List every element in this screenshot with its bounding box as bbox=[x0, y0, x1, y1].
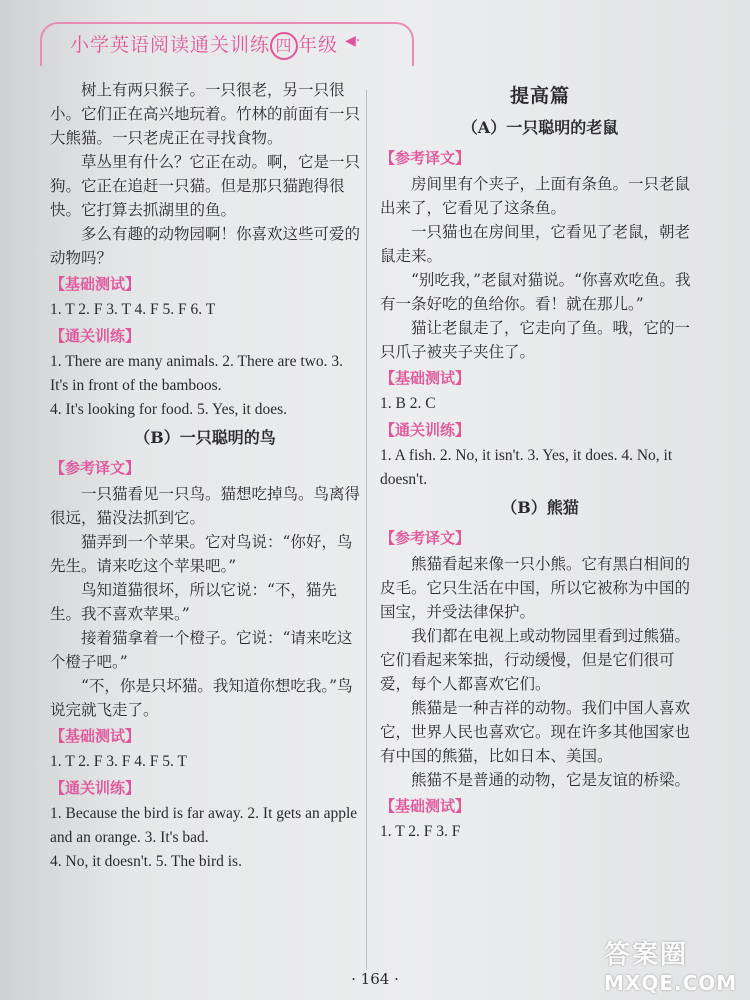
pass-training-answer: 1. There are many animals. 2. There are two. 3. It's in front of the bamboos. bbox=[50, 353, 343, 394]
pass-training-answer: 4. It's looking for food. 5. Yes, it does. bbox=[50, 401, 288, 418]
column-divider bbox=[366, 90, 367, 970]
translation-paragraph: 我们都在电视上或动物园里看到过熊猫。它们看起来笨拙，行动缓慢，但是它们很可爱，每个人都喜欢它们。 bbox=[380, 627, 691, 693]
section-b-title: （B）一只聪明的鸟 bbox=[134, 428, 276, 447]
section-a-title: （A）一只聪明的老鼠 bbox=[461, 118, 619, 137]
translation-paragraph: 熊猫看起来像一只小熊。它有黑白相间的皮毛。它只生活在中国，所以它被称为中国的国宝，并受法律保护。 bbox=[380, 555, 691, 621]
story-paragraph: 多么有趣的动物园啊！你喜欢这些可爱的动物吗？ bbox=[50, 225, 361, 267]
basic-test-answers: 1. T 2. F 3. F 4. F 5. T bbox=[50, 753, 187, 770]
basic-test-answers: 1. T 2. F 3. F bbox=[380, 823, 461, 840]
translation-paragraph: 鸟知道猫很坏，所以它说：“不，猫先生。我不喜欢苹果。” bbox=[50, 581, 337, 623]
translation-paragraph: 猫弄到一个苹果。它对鸟说：“你好，鸟先生。请来吃这个苹果吧。” bbox=[50, 533, 353, 575]
translation-paragraph: 一只猫看见一只鸟。猫想吃掉鸟。鸟离得很远，猫没法抓到它。 bbox=[50, 485, 361, 527]
watermark-logo bbox=[604, 934, 737, 995]
basic-test-tag: 【基础测试】 bbox=[50, 727, 141, 745]
pass-training-answer: 1. Because the bird is far away. 2. It gets an apple and an orange. 3. It's bad. bbox=[50, 805, 358, 846]
arrow-left-icon: ◀· bbox=[345, 33, 361, 49]
section-b-title: （B）熊猫 bbox=[501, 498, 579, 517]
translation-paragraph: “不，你是只坏猫。我知道你想吃我。”鸟说完就飞走了。 bbox=[50, 677, 353, 719]
translation-paragraph: 猫让老鼠走了，它走向了鱼。哦，它的一只爪子被夹子夹住了。 bbox=[380, 319, 691, 361]
pass-training-tag: 【通关训练】 bbox=[50, 779, 141, 797]
reference-translation-tag: 【参考译文】 bbox=[380, 149, 471, 167]
left-column bbox=[50, 78, 360, 874]
header-title-suffix: 年级 bbox=[298, 34, 339, 56]
grade-badge: 四 bbox=[270, 32, 298, 60]
basic-test-tag: 【基础测试】 bbox=[380, 797, 471, 815]
translation-paragraph: “别吃我，”老鼠对猫说。“你喜欢吃鱼。我有一条好吃的鱼给你。看！就在那儿。” bbox=[380, 271, 691, 313]
right-column bbox=[380, 78, 700, 844]
translation-paragraph: 熊猫不是普通的动物，它是友谊的桥梁。 bbox=[411, 771, 691, 789]
basic-test-tag: 【基础测试】 bbox=[380, 369, 471, 387]
translation-paragraph: 一只猫也在房间里，它看见了老鼠，朝老鼠走来。 bbox=[380, 223, 691, 265]
header-title-main: 小学英语阅读通关训练 bbox=[70, 34, 271, 56]
reference-translation-tag: 【参考译文】 bbox=[50, 459, 141, 477]
watermark-url: MXQE.COM bbox=[604, 971, 738, 995]
reference-translation-tag: 【参考译文】 bbox=[380, 529, 471, 547]
basic-test-tag: 【基础测试】 bbox=[50, 275, 141, 293]
story-paragraph: 草丛里有什么？它正在动。啊，它是一只狗。它正在追赶一只猫。但是那只猫跑得很快。它打算去抓湖里的鱼。 bbox=[50, 153, 361, 219]
advanced-section-title: 提高篇 bbox=[509, 85, 570, 107]
pass-training-tag: 【通关训练】 bbox=[50, 327, 141, 345]
translation-paragraph: 熊猫是一种吉祥的动物。我们中国人喜欢它，世界人民也喜欢它。现在许多其他国家也有中国的熊猫，比如日本、美国。 bbox=[380, 699, 691, 765]
basic-test-answers: 1. B 2. C bbox=[380, 395, 436, 412]
story-paragraph: 树上有两只猴子。一只很老，另一只很小。它们正在高兴地玩着。竹林的前面有一只大熊猫。一只老虎正在寻找食物。 bbox=[50, 81, 361, 147]
pass-training-answer: 4. No, it doesn't. 5. The bird is. bbox=[50, 853, 242, 870]
header-title bbox=[70, 30, 338, 60]
basic-test-answers: 1. T 2. F 3. T 4. F 5. F 6. T bbox=[50, 301, 216, 318]
translation-paragraph: 房间里有个夹子，上面有条鱼。一只老鼠出来了，它看见了这条鱼。 bbox=[380, 175, 691, 217]
watermark-text: 答案圈 bbox=[604, 940, 689, 970]
pass-training-tag: 【通关训练】 bbox=[380, 421, 471, 439]
pass-training-answer: 1. A fish. 2. No, it isn't. 3. Yes, it does. 4. No, it doesn't. bbox=[380, 447, 673, 488]
translation-paragraph: 接着猫拿着一个橙子。它说：“请来吃这个橙子吧。” bbox=[50, 629, 353, 671]
page-number: · 164 · bbox=[351, 970, 399, 988]
